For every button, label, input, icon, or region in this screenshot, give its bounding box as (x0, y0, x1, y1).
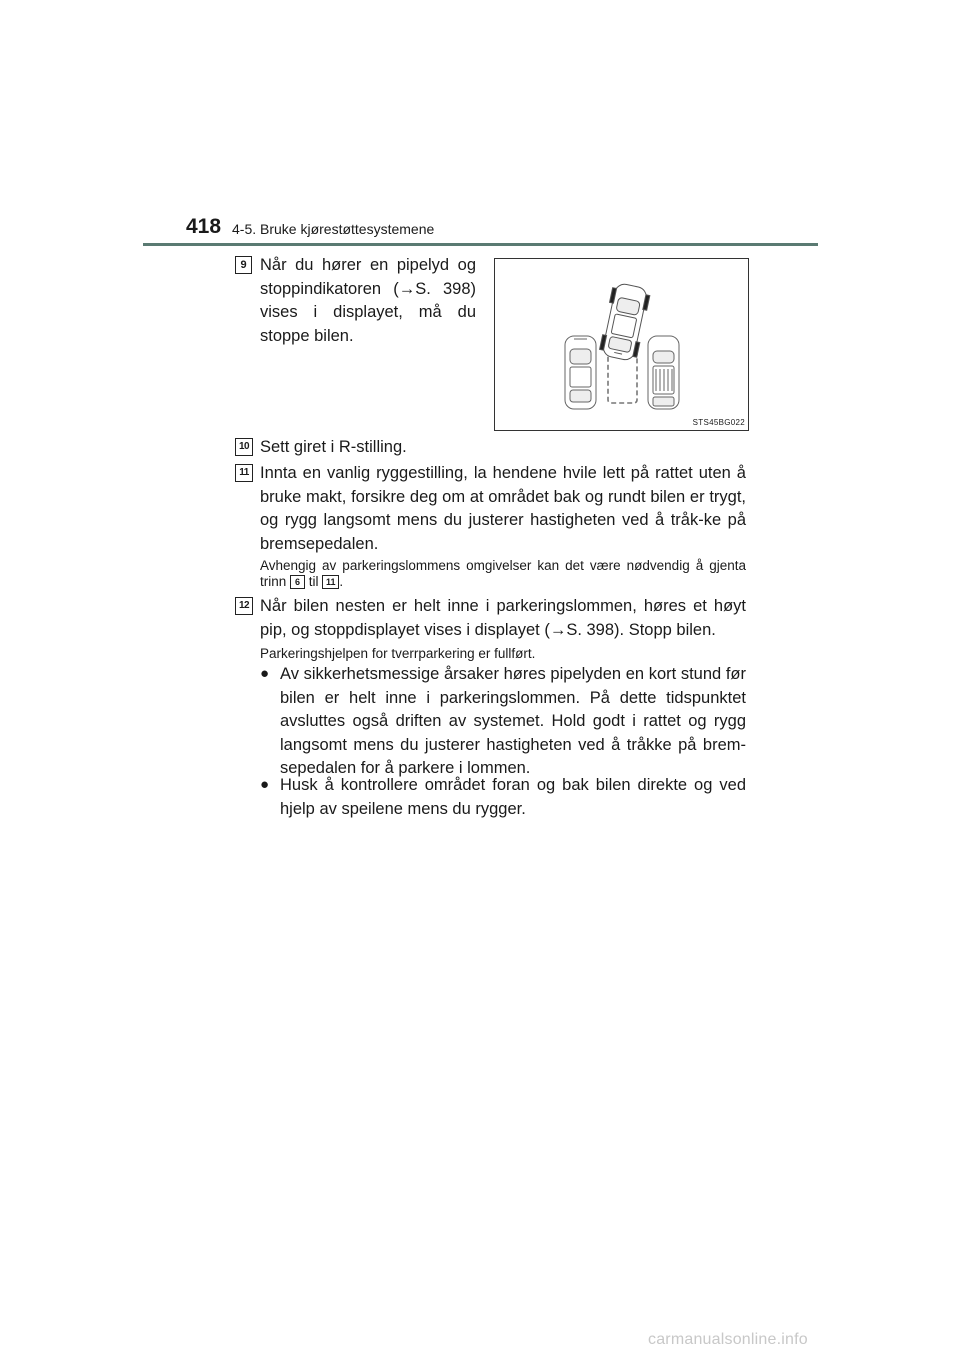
watermark: carmanualsonline.info (648, 1331, 808, 1348)
header-rule (143, 243, 818, 246)
bullet-1-text: Av sikkerhetsmessige årsaker høres pipelyden en kort stund før bilen er helt inne i parkeringslommen. På dette tidspunktet avsluttes også driften av systemet. Hold godt i rattet og rygg langsomt mens du justerer hastigheten ved å tråkke på brem-sepedalen for å parkere i lommen. (280, 665, 746, 777)
step-12-text: Når bilen nesten er helt inne i parkeringslommen, høres et høyt pip, og stoppdisplayet vises i displayet (→S. 398). Stopp bilen. (260, 597, 746, 639)
note-text-between: til (308, 574, 319, 589)
page-number: 418 (186, 215, 222, 238)
parking-diagram (495, 259, 748, 430)
step-10-text: Sett giret i R-stilling. (260, 438, 407, 456)
left-parked-car (565, 336, 596, 409)
reversing-car (599, 282, 652, 362)
bullet-2-dot: ● (260, 776, 270, 793)
parking-illustration (494, 258, 749, 431)
section-title: 4-5. Bruke kjørestøttesystemene (232, 221, 435, 237)
bullet-2-text: Husk å kontrollere området foran og bak bilen direkte og ved hjelp av speilene mens du rygger. (280, 776, 746, 818)
bullet-1-dot: ● (260, 665, 270, 682)
step-11-text: Innta en vanlig ryggestilling, la hendene hvile lett på rattet uten å bruke makt, forsikre deg om at området bak og rundt bilen er trygt, og rygg langsomt mens du justerer hastigheten ved å tråk-ke på bremsepedalen. (260, 464, 746, 553)
step-11-note (260, 558, 746, 590)
step-badge-12: 12 (235, 597, 253, 615)
step-badge-10: 10 (235, 438, 253, 456)
note-text-after: . (339, 574, 344, 589)
step-badge-11: 11 (235, 464, 253, 482)
figure-code: STS45BG022 (692, 418, 745, 427)
step-ref-badge-11: 11 (322, 575, 339, 589)
step-12-note: Parkeringshjelpen for tverrparkering er fullført. (260, 646, 536, 661)
step-ref-badge-6: 6 (290, 575, 305, 589)
note-text-before: Avhengig av parkeringslommens omgivelser kan det være nødvendig å gjenta trinn (260, 558, 746, 589)
step-9-text: Når du hører en pipelyd og stoppindikatoren (→S. 398) vises i displayet, må du stoppe bilen. (260, 256, 476, 345)
step-badge-9: 9 (235, 256, 252, 274)
right-parked-car (648, 336, 679, 409)
